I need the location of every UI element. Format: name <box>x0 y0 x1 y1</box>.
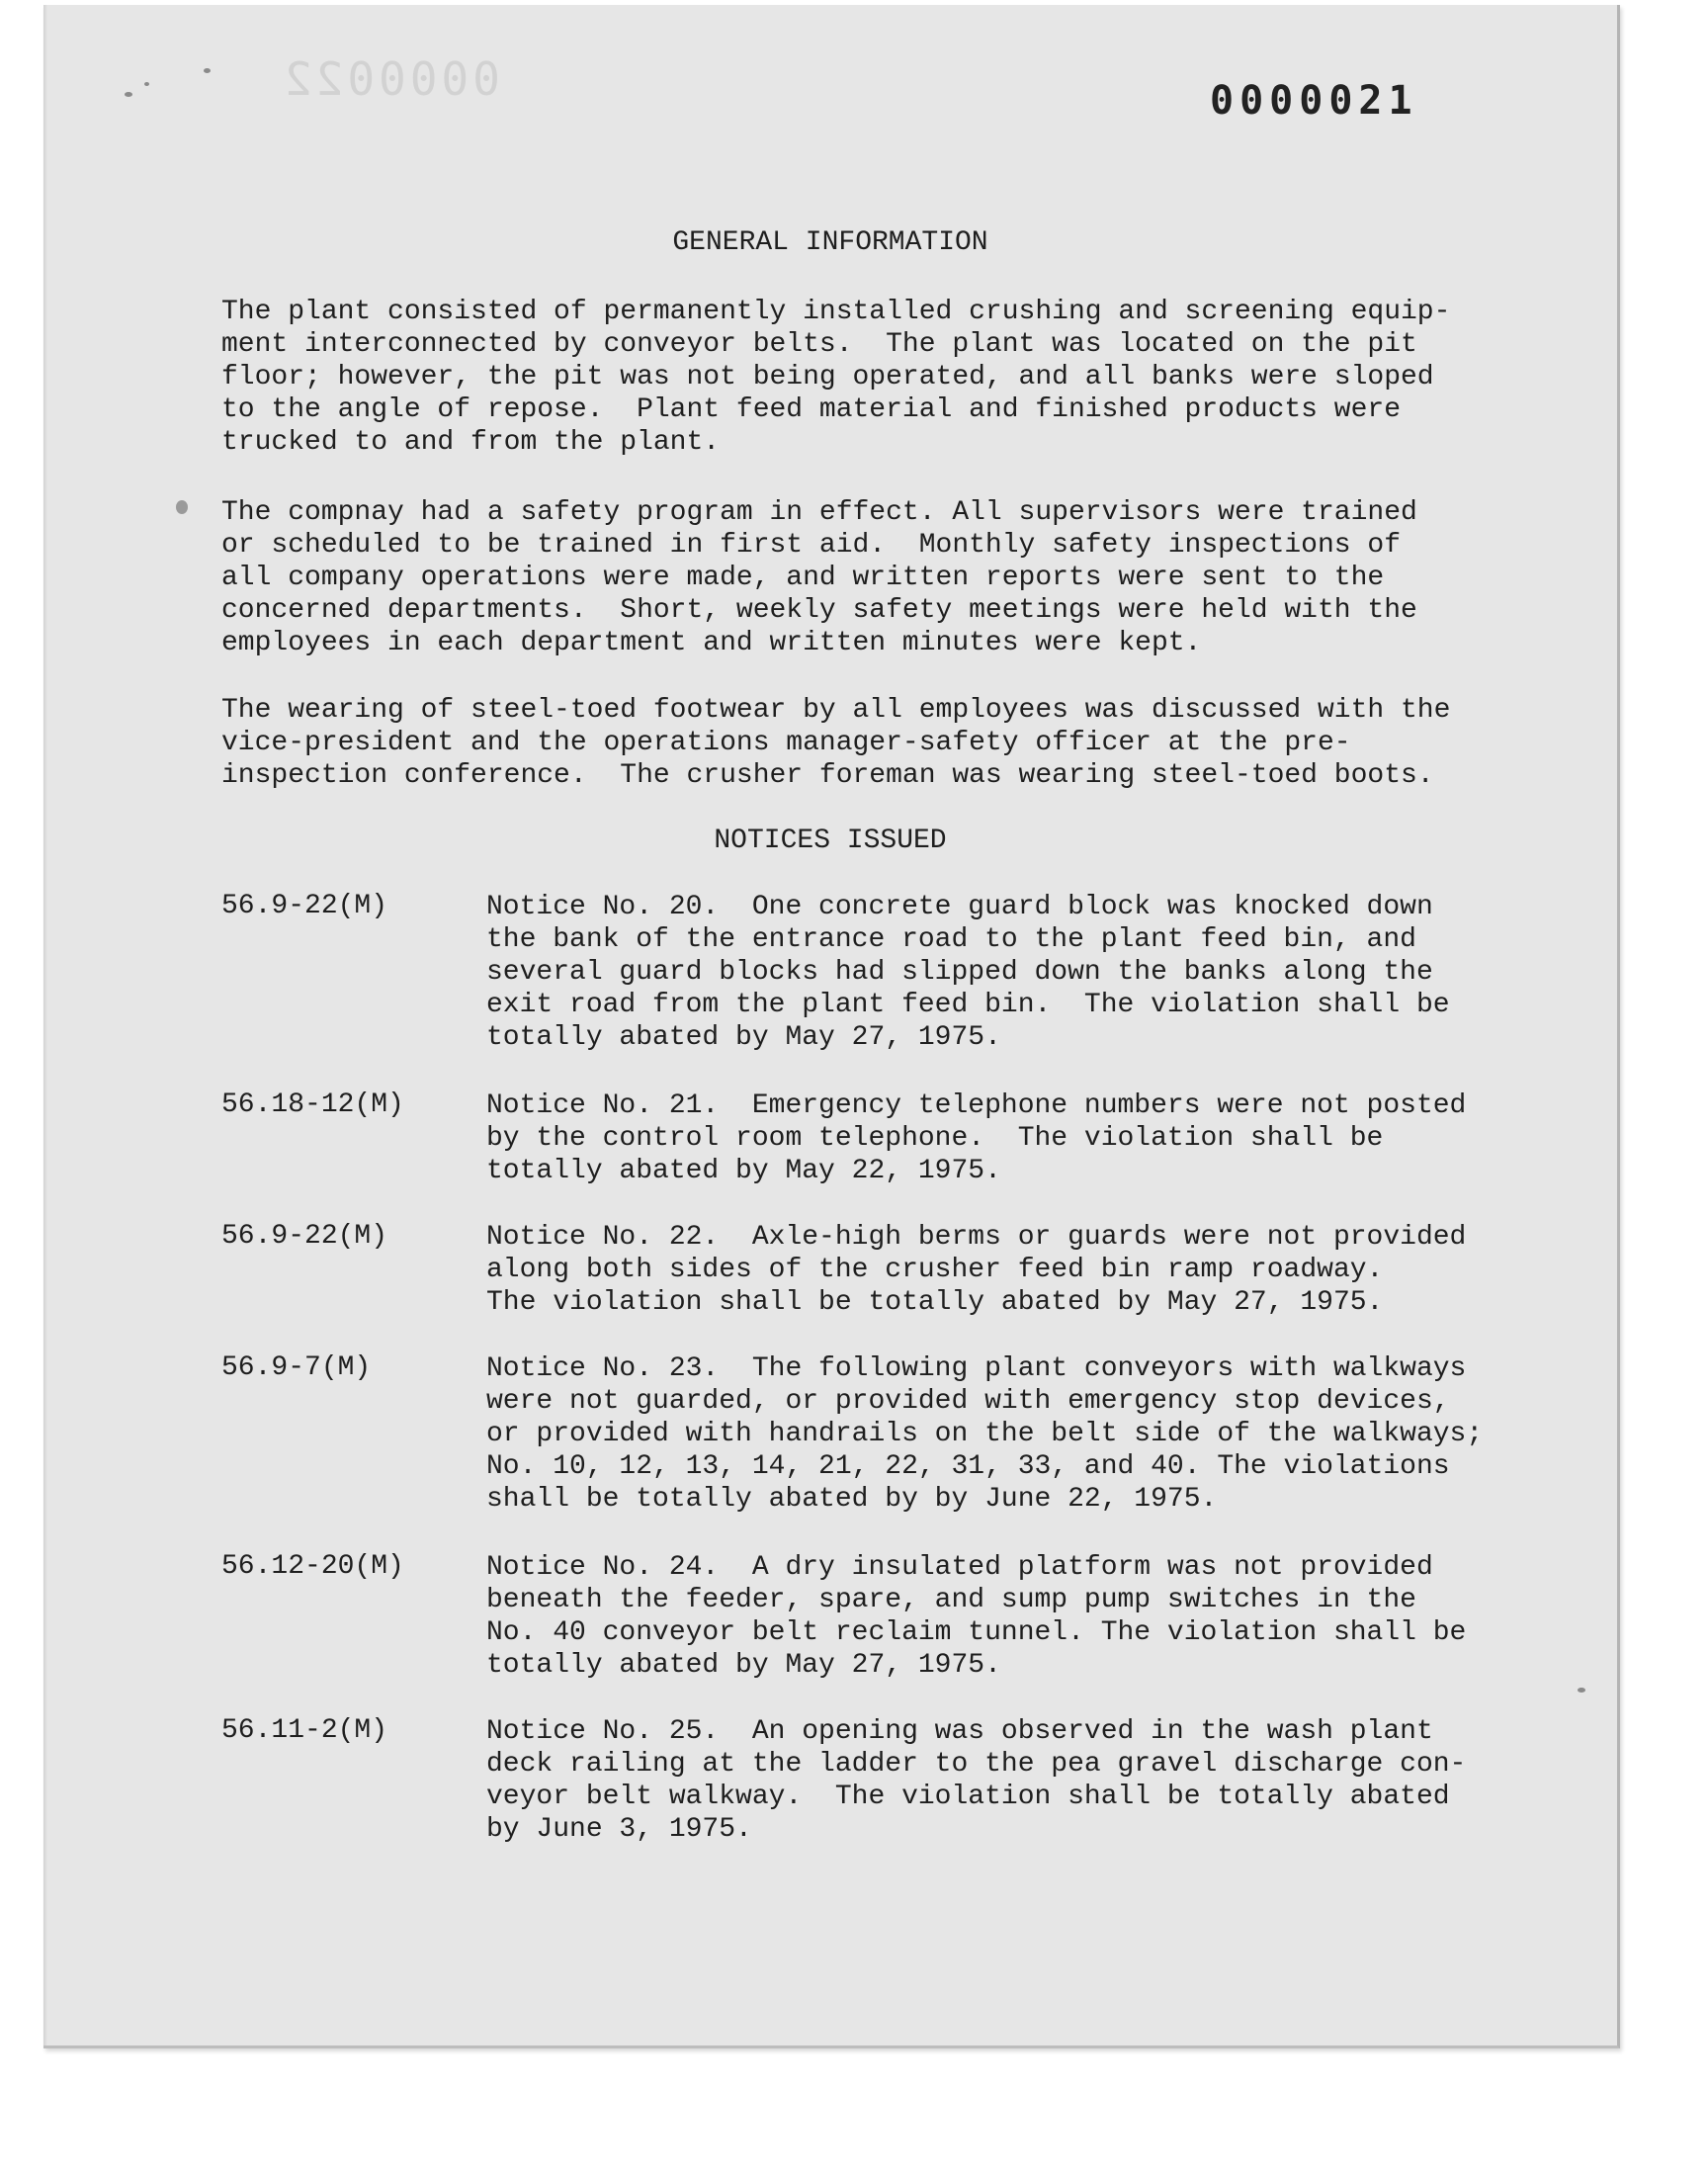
notice-code: 56.12-20(M) <box>221 1551 404 1582</box>
page-edge-shadow <box>43 5 47 2045</box>
heading-notices-issued: NOTICES ISSUED <box>714 826 947 856</box>
heading-general-information: GENERAL INFORMATION <box>672 227 988 258</box>
document-page <box>43 5 1620 2048</box>
notice-code: 56.9-7(M) <box>221 1352 372 1383</box>
notice-code: 56.11-2(M) <box>221 1715 388 1746</box>
notice-text: Notice No. 22. Axle-high berms or guards were not provided along both sides of the crusher feed bin ramp roadway. The violation shall be totally abated by May 27, 1975. <box>486 1222 1467 1318</box>
margin-mark <box>176 500 188 514</box>
paragraph-safety-program: The compnay had a safety program in effect. All supervisors were trained or scheduled to be trained in first aid. Monthly safety inspections of all company operations were made, and written reports were sent to the concerned departments. Short, weekly safety meetings were held with the employees in each department and written minutes were kept. <box>221 497 1417 658</box>
notice-text: Notice No. 25. An opening was observed in the wash plant deck railing at the ladder to the pea gravel discharge con- veyor belt walkway. The violation shall be totally abated by June 3, 1975. <box>486 1716 1467 1845</box>
notice-code: 56.9-22(M) <box>221 891 388 921</box>
notice-text: Notice No. 20. One concrete guard block was knocked down the bank of the entrance road to the plant feed bin, and several guard blocks had slipped down the banks along the exit road from the plant feed bin. The violation shall be totally abated by May 27, 1975. <box>486 892 1450 1053</box>
notice-text: Notice No. 24. A dry insulated platform was not provided beneath the feeder, spare, and sump pump switches in the No. 40 conveyor belt reclaim tunnel. The violation shall be totally abated by May 27, 1975. <box>486 1552 1467 1681</box>
paragraph-plant-description: The plant consisted of permanently installed crushing and screening equip- ment interconnected by conveyor belts. The plant was located on the pit floor; however, the pit was not being operated, and all banks were sloped to the angle of repose. Plant feed material and finished products were trucked to and from the plant. <box>221 297 1451 458</box>
scan-speck <box>204 68 211 73</box>
notice-code: 56.18-12(M) <box>221 1089 404 1120</box>
page-stamp-number: 0000021 <box>1210 78 1418 124</box>
notice-text: Notice No. 23. The following plant conveyors with walkways were not guarded, or provided with emergency stop devices, or provided with handrails on the belt side of the walkways; No. 10, 12, 13, 14, 21, 22, 31, 33, and 40. The violations shall be totally abated by by June 22, 1975. <box>486 1353 1484 1515</box>
scan-speck <box>144 82 149 86</box>
bleed-through-page-number: 0000022 <box>281 52 500 106</box>
scan-speck <box>1578 1688 1585 1693</box>
notice-code: 56.9-22(M) <box>221 1221 388 1252</box>
notice-text: Notice No. 21. Emergency telephone numbers were not posted by the control room telephone. The violation shall be totally abated by May 22, 1975. <box>486 1090 1467 1186</box>
scan-speck <box>125 92 132 97</box>
paragraph-steel-toed-footwear: The wearing of steel-toed footwear by all employees was discussed with the vice-president and the operations manager-safety officer at the pre- inspection conference. The crusher foreman was wearing steel-toed boots. <box>221 695 1451 791</box>
